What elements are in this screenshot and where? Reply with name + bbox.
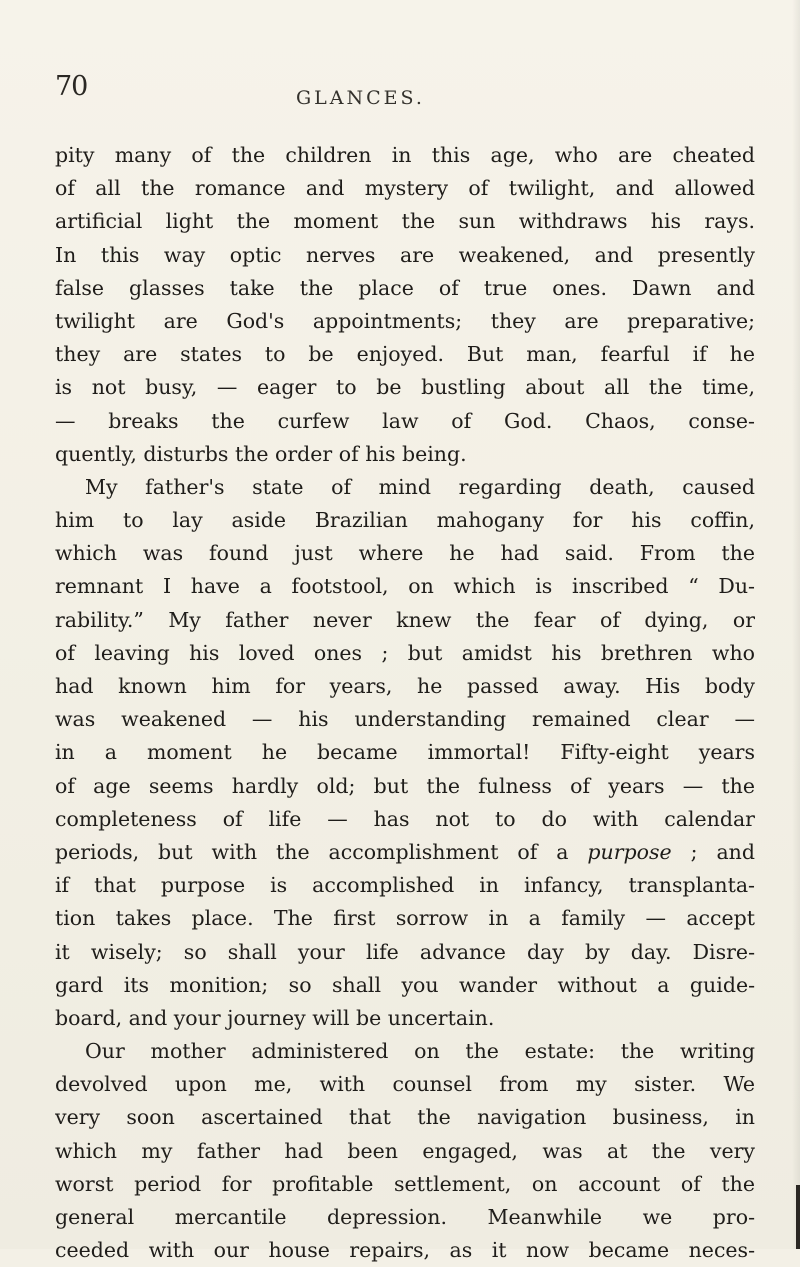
text-line-12: him to lay aside Brazilian mahogany for his coffin, <box>55 508 755 533</box>
text-line-27: board, and your journey will be uncertain. <box>55 1005 495 1030</box>
text-line-34: ceeded with our house repairs, as it now became neces- <box>55 1238 755 1263</box>
text-line-2: of all the romance and mystery of twilight, and allowed <box>55 176 755 201</box>
text-line-22 <box>55 836 755 869</box>
text-line-9: — breaks the curfew law of God. Chaos, conse- <box>55 408 755 433</box>
text-line-11: My father's state of mind regarding death, caused <box>85 474 755 499</box>
body-text <box>55 139 755 1267</box>
text-line-21: completeness of life — has not to do with calendar <box>55 806 755 831</box>
text-line-25: it wisely; so shall your life advance day by day. Disre- <box>55 939 755 964</box>
text-line-29: devolved upon me, with counsel from my sister. We <box>55 1072 755 1097</box>
text-line-15: rability.” My father never knew the fear of dying, or <box>55 607 755 632</box>
text-line-10: quently, disturbs the order of his being. <box>55 441 467 466</box>
text-line-4: In this way optic nerves are weakened, and presently <box>55 242 755 267</box>
text-line-6: twilight are God's appointments; they are preparative; <box>55 308 755 333</box>
page-edge-shadow <box>792 0 800 1249</box>
text-line-22-end: ; and <box>671 839 755 864</box>
text-line-14: remnant I have a footstool, on which is inscribed “ Du- <box>55 574 755 599</box>
text-line-20: of age seems hardly old; but the fulness of years — the <box>55 773 755 798</box>
text-line-33: general mercantile depression. Meanwhile we pro- <box>55 1205 755 1229</box>
text-line-19: in a moment he became immortal! Fifty-eight years <box>55 740 755 765</box>
text-line-18: was weakened — his understanding remained clear — <box>55 707 755 732</box>
text-line-30: very soon ascertained that the navigation business, in <box>55 1105 755 1130</box>
running-title: GLANCES. <box>296 87 425 109</box>
text-line-24: tion takes place. The first sorrow in a family — accept <box>55 906 755 931</box>
text-line-13: which was found just where he had said. From the <box>55 541 755 566</box>
text-line-3: artificial light the moment the sun withdraws his rays. <box>55 209 755 234</box>
text-line-1: pity many of the children in this age, who are cheated <box>55 143 755 167</box>
page-header <box>0 0 800 110</box>
text-line-7: they are states to be enjoyed. But man, fearful if he <box>55 342 755 367</box>
text-line-17: had known him for years, he passed away. His body <box>55 674 755 698</box>
text-line-5: false glasses take the place of true ones. Dawn and <box>55 275 755 300</box>
page-edge-mark <box>796 1185 800 1249</box>
italic-word: purpose <box>587 839 672 864</box>
text-line-23: if that purpose is accomplished in infancy, transplanta- <box>55 873 755 898</box>
text-line-16: of leaving his loved ones ; but amidst his brethren who <box>55 640 755 665</box>
text-line-26: gard its monition; so shall you wander without a guide- <box>55 972 755 997</box>
text-line-32: worst period for profitable settlement, on account of the <box>55 1171 755 1196</box>
page-number: 70 <box>55 71 88 102</box>
text-line-22-start: periods, but with the accomplishment of a <box>55 839 588 864</box>
text-line-8: is not busy, — eager to be bustling about all the time, <box>55 375 755 400</box>
text-line-31: which my father had been engaged, was at the very <box>55 1138 755 1163</box>
text-line-28: Our mother administered on the estate: the writing <box>85 1039 755 1064</box>
